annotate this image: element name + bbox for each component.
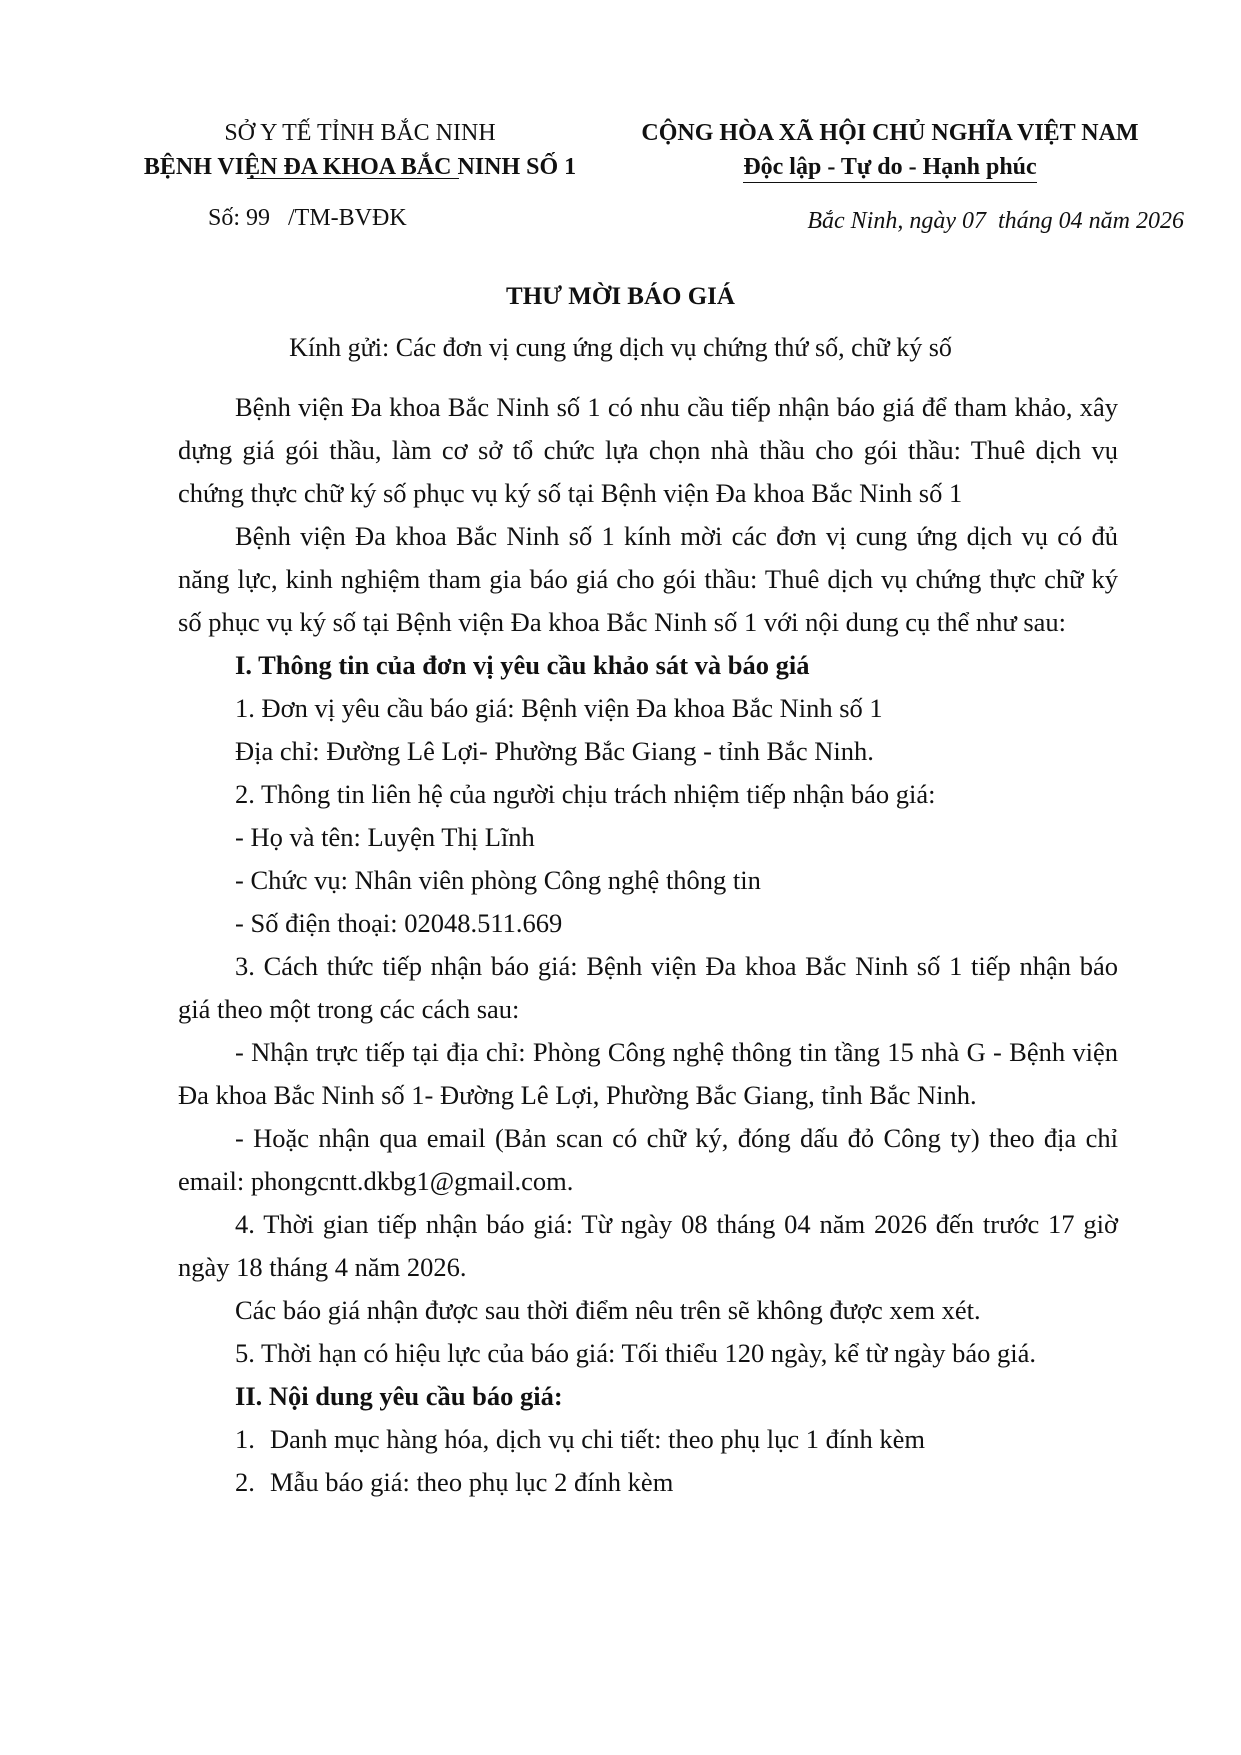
issuer-block bbox=[100, 116, 620, 184]
national-motto-block bbox=[625, 116, 1155, 184]
intro-paragraph-1: Bệnh viện Đa khoa Bắc Ninh số 1 có nhu cầu tiếp nhận báo giá để tham khảo, xây dựng giá gói thầu, làm cơ sở tổ chức lựa chọn nhà thầu cho gói thầu: Thuê dịch vụ chứng thực chữ ký số phục vụ ký số tại Bệnh viện Đa khoa Bắc Ninh số 1 bbox=[178, 392, 1118, 508]
contact-position: - Chức vụ: Nhân viên phòng Công nghệ thông tin bbox=[235, 865, 761, 895]
document-number: Số: 99 /TM-BVĐK bbox=[208, 205, 407, 231]
requester-line: 1. Đơn vị yêu cầu báo giá: Bệnh viện Đa khoa Bắc Ninh số 1 bbox=[235, 693, 883, 723]
motto: Độc lập - Tự do - Hạnh phúc bbox=[743, 152, 1036, 183]
receipt-email: - Hoặc nhận qua email (Bản scan có chữ ký, đóng dấu đỏ Công ty) theo địa chỉ email: phongcntt.dkbg1@gmail.com. bbox=[178, 1123, 1118, 1196]
intro-paragraph-2: Bệnh viện Đa khoa Bắc Ninh số 1 kính mời các đơn vị cung ứng dịch vụ có đủ năng lực, kinh nghiệm tham gia báo giá cho gói thầu: Thuê dịch vụ chứng thực chữ ký số phục vụ ký số tại Bệnh viện Đa khoa Bắc Ninh số 1 với nội dung cụ thể như sau: bbox=[178, 521, 1118, 637]
document-title: THƯ MỜI BÁO GIÁ bbox=[506, 283, 735, 310]
document-body bbox=[178, 386, 1118, 1504]
document-date: Bắc Ninh, ngày 07 tháng 04 năm 2026 bbox=[807, 208, 1184, 234]
list-item: 2. Mẫu báo giá: theo phụ lục 2 đính kèm bbox=[235, 1467, 674, 1497]
receipt-method: 3. Cách thức tiếp nhận báo giá: Bệnh viện Đa khoa Bắc Ninh số 1 tiếp nhận báo giá theo một trong các cách sau: bbox=[178, 951, 1118, 1024]
department-name: SỞ Y TẾ TỈNH BẮC NINH bbox=[224, 120, 496, 146]
issuer-underline bbox=[247, 178, 459, 179]
list-item: 1. Danh mục hàng hóa, dịch vụ chi tiết: theo phụ lục 1 đính kèm bbox=[235, 1424, 925, 1454]
contact-info-line: 2. Thông tin liên hệ của người chịu trách nhiệm tiếp nhận báo giá: bbox=[235, 779, 936, 809]
section-1-heading: I. Thông tin của đơn vị yêu cầu khảo sát và báo giá bbox=[235, 650, 810, 680]
late-note: Các báo giá nhận được sau thời điểm nêu trên sẽ không được xem xét. bbox=[235, 1295, 981, 1325]
hospital-name: BỆNH VIỆN ĐA KHOA BẮC NINH SỐ 1 bbox=[143, 154, 577, 180]
recipient-line: Kính gửi: Các đơn vị cung ứng dịch vụ chứng thứ số, chữ ký số bbox=[289, 333, 952, 362]
requester-address: Địa chỉ: Đường Lê Lợi- Phường Bắc Giang - tỉnh Bắc Ninh. bbox=[235, 736, 874, 766]
contact-phone: - Số điện thoại: 02048.511.669 bbox=[235, 908, 563, 938]
receipt-period: 4. Thời gian tiếp nhận báo giá: Từ ngày 08 tháng 04 năm 2026 đến trước 17 giờ ngày 18 tháng 4 năm 2026. bbox=[178, 1209, 1118, 1282]
country-name: CỘNG HÒA XÃ HỘI CHỦ NGHĨA VIỆT NAM bbox=[641, 120, 1139, 146]
receipt-direct: - Nhận trực tiếp tại địa chỉ: Phòng Công nghệ thông tin tầng 15 nhà G - Bệnh viện Đa khoa Bắc Ninh số 1- Đường Lê Lợi, Phường Bắc Giang, tỉnh Bắc Ninh. bbox=[178, 1037, 1118, 1110]
section-2-heading: II. Nội dung yêu cầu báo giá: bbox=[235, 1381, 563, 1411]
contact-name: - Họ và tên: Luyện Thị Lĩnh bbox=[235, 822, 535, 852]
validity-period: 5. Thời hạn có hiệu lực của báo giá: Tối thiểu 120 ngày, kể từ ngày báo giá. bbox=[235, 1338, 1036, 1368]
requirement-list bbox=[178, 1418, 1118, 1504]
